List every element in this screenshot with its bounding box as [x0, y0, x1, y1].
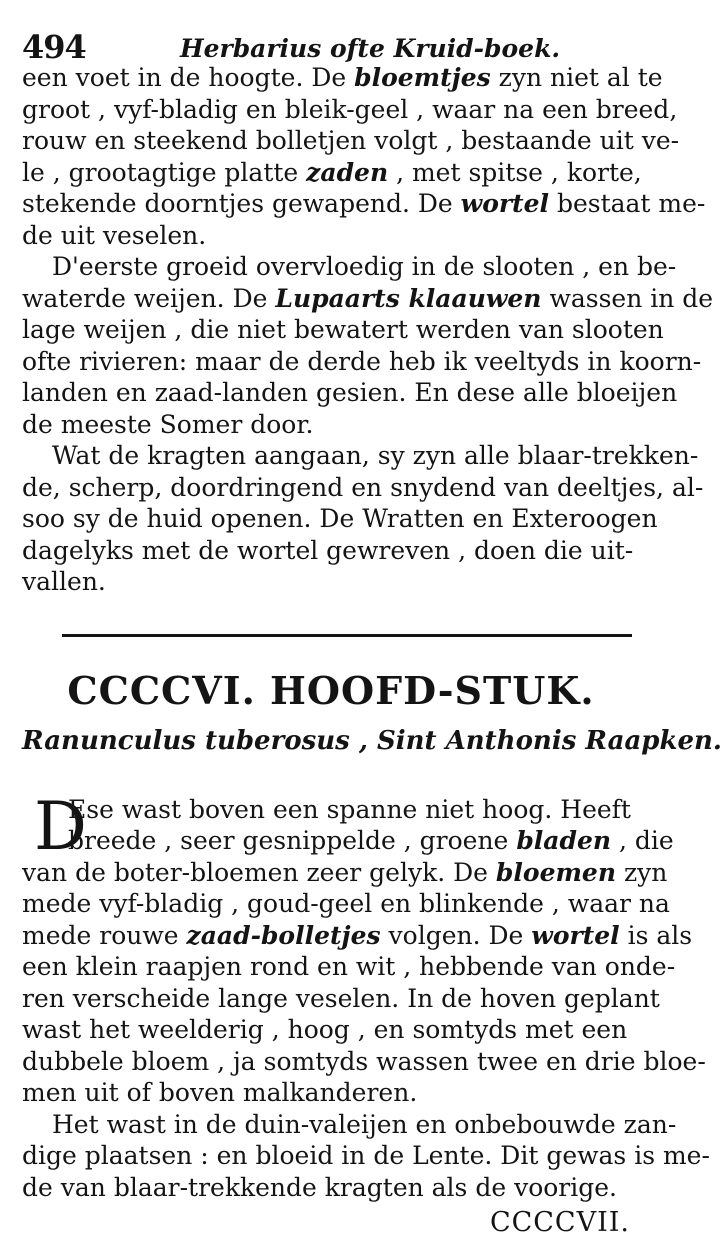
text-run: men uit of boven malkanderen.: [22, 1078, 418, 1107]
divider-line: [62, 634, 632, 637]
text-run: ofte rivieren: maar de derde heb ik veeltyds in koorn-: [22, 346, 702, 376]
text-run: volgen. De: [380, 920, 532, 950]
paragraph-4: [22, 787, 706, 1109]
text-line: [22, 1046, 706, 1078]
text-run: de, scherp, doordringend en snydend van deeltjes, al-: [22, 472, 704, 502]
text-line: [22, 314, 664, 346]
emphasized-term: zaad-bolletjes: [186, 920, 381, 950]
text-line: [22, 188, 706, 220]
text-run: is als: [619, 920, 693, 950]
text-run: zyn: [616, 857, 668, 887]
text-run: Ese wast boven een spanne niet hoog. Heeft: [68, 794, 631, 824]
text-run: stekende doorntjes gewapend. De: [22, 189, 461, 218]
text-run: groot , vyf-bladig en bleik-geel , waar na een breed,: [22, 94, 678, 124]
text-run: breede , seer gesnippelde , groene: [68, 826, 517, 855]
text-run: dubbele bloem , ja somtyds wassen twee en drie bloe-: [22, 1046, 706, 1076]
page-header: [22, 22, 640, 66]
text-line: [22, 920, 693, 952]
text-line: [22, 566, 640, 598]
text-line: [22, 503, 658, 535]
text-run: D'eerste groeid overvloedig in de slooten , en be-: [52, 252, 677, 281]
emphasized-term: wortel: [460, 189, 549, 218]
drop-cap-paragraph: [22, 787, 706, 1109]
text-line: [22, 440, 699, 472]
text-run: Wat de kragten aangaan, sy zyn alle blaar-trekken-: [52, 441, 699, 470]
text-line: [22, 157, 640, 189]
text-run: wast het weelderig , hoog , en somtyds met een: [22, 1015, 628, 1044]
emphasized-term: Lupaarts klaauwen: [275, 283, 542, 313]
text-line: [22, 283, 714, 315]
text-line: [22, 888, 670, 920]
text-run: le , grootagtige platte: [22, 157, 307, 187]
text-run: waterde weijen. De: [22, 283, 276, 313]
emphasized-term: bloemen: [495, 857, 617, 887]
text-line: [22, 62, 663, 94]
paragraph-3: [22, 440, 704, 598]
emphasized-term: bloemtjes: [354, 63, 491, 92]
text-run: ren verscheide lange veselen. In de hoven geplant: [22, 983, 660, 1013]
text-line: [22, 346, 702, 378]
text-line: [22, 951, 676, 983]
text-line: [22, 251, 677, 283]
text-run: van de boter-bloemen zeer gelyk. De: [22, 857, 496, 887]
text-run: zyn niet al te: [490, 63, 663, 92]
section-divider: [22, 606, 640, 658]
text-line: [22, 377, 678, 409]
text-run: bestaat me-: [549, 189, 706, 218]
text-line: [22, 409, 640, 441]
emphasized-term: wortel: [531, 920, 620, 950]
text-run: de van blaar-trekkende kragten als de voorige.: [22, 1172, 617, 1202]
text-run: dagelyks met de wortel gewreven , doen die uit-: [22, 535, 634, 565]
text-line: [22, 1109, 677, 1141]
paragraph-continued: [22, 62, 706, 251]
text-run: dige plaatsen : en bloeid in de Lente. Dit gewas is me-: [22, 1141, 710, 1170]
text-run: de uit veselen.: [22, 220, 207, 250]
text-run: een klein raapjen rond en wit , hebbende van onde-: [22, 952, 676, 981]
text-run: soo sy de huid openen. De Wratten en Exteroogen: [22, 504, 658, 533]
text-run: vallen.: [22, 567, 106, 596]
text-line: [22, 1140, 710, 1172]
text-line: [22, 125, 680, 157]
book-page: [22, 22, 722, 1238]
chapter-subtitle: Ranunculus tuberosus , Sint Anthonis Raapken.: [22, 725, 722, 756]
paragraph-2: [22, 251, 714, 440]
text-run: lage weijen , die niet bewatert werden van slooten: [22, 315, 664, 344]
text-run: een voet in de hoogte. De: [22, 63, 355, 92]
text-run: landen en zaad-landen gesien. En dese alle bloeijen: [22, 378, 678, 407]
text-line: [22, 535, 640, 567]
running-title: Herbarius ofte Kruid-boek.: [180, 34, 561, 63]
catchword: CCCCVII.: [489, 1207, 630, 1238]
text-line: [22, 1172, 640, 1204]
text-line: [22, 1077, 640, 1109]
text-line: [22, 1014, 640, 1046]
text-run: , die: [611, 826, 674, 855]
text-line: [22, 472, 704, 504]
emphasized-term: zaden: [306, 157, 389, 187]
chapter-heading: CCCCVI. HOOFD-STUK.: [67, 667, 595, 713]
text-line: [22, 983, 660, 1015]
text-run: mede rouwe: [22, 920, 187, 950]
text-run: rouw en steekend bolletjen volgt , bestaande uit ve-: [22, 126, 680, 155]
text-line: [22, 94, 678, 126]
drop-cap: D: [34, 787, 87, 865]
text-line: [22, 857, 668, 889]
text-run: , met spitse , korte,: [388, 157, 642, 187]
text-line: [22, 220, 640, 252]
text-run: wassen in de: [541, 283, 714, 313]
paragraph-5: [22, 1109, 710, 1204]
text-line: [22, 825, 674, 857]
page-number: 494: [22, 28, 86, 66]
text-run: mede vyf-bladig , goud-geel en blinkende , waar na: [22, 889, 670, 918]
text-line: [22, 794, 640, 826]
text-run: de meeste Somer door.: [22, 409, 314, 439]
text-run: Het wast in de duin-valeijen en onbebouwde zan-: [52, 1109, 677, 1139]
emphasized-term: bladen: [516, 826, 612, 855]
